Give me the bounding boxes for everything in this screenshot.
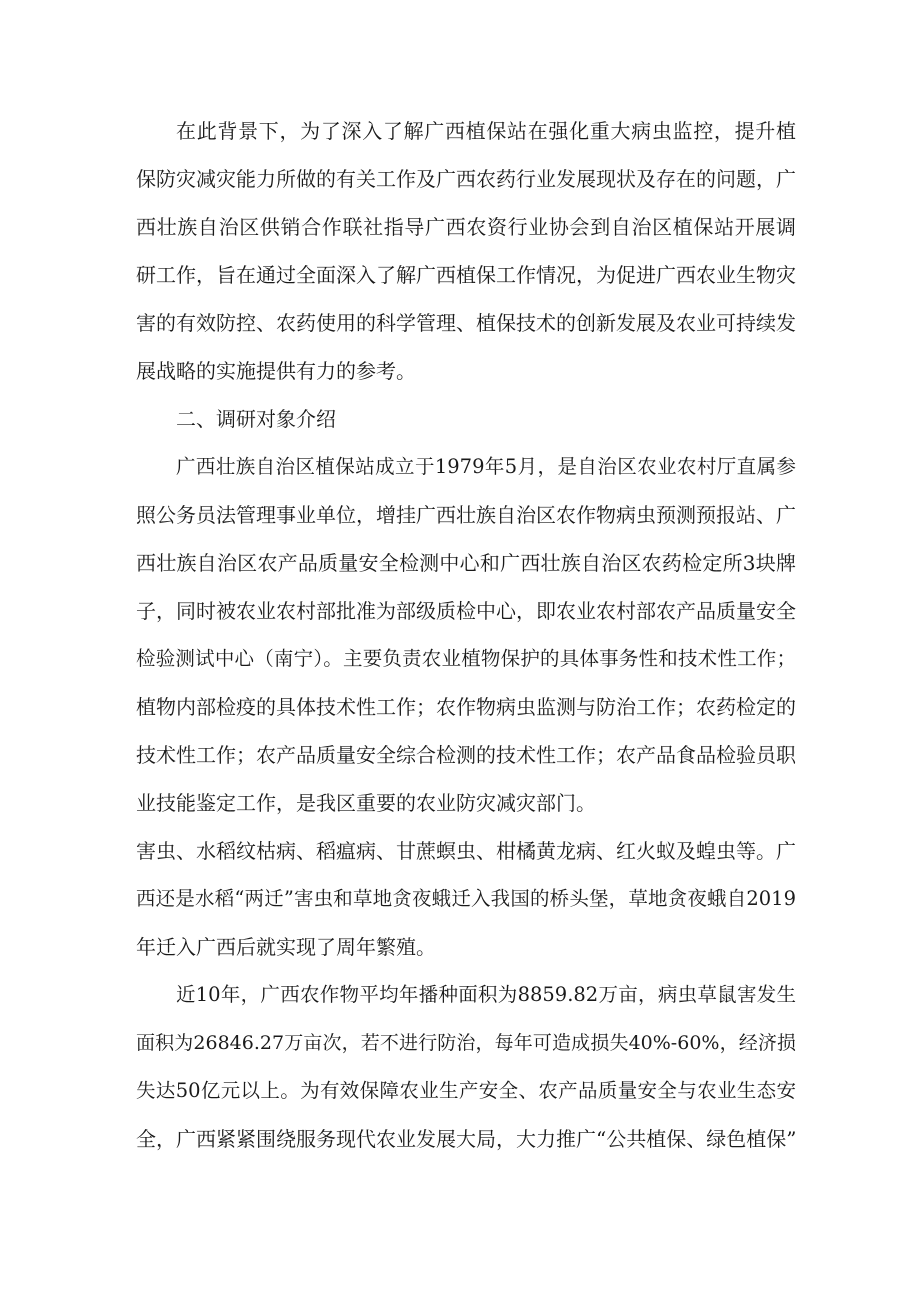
- paragraph-1-line-4: 研工作，旨在通过全面深入了解广西植保工作情况，为促进广西农业生物灾: [136, 263, 796, 287]
- paragraph-3-line-2: 西还是水稻“两迁”害虫和草地贪夜蛾迁入我国的桥头堡，草地贪夜蛾自2019: [136, 887, 796, 910]
- paragraph-4-line-4: 全，广西紧紧围绕服务现代农业发展大局，大力推广“公共植保、绿色植保”: [136, 1127, 797, 1151]
- paragraph-4-line-1: 近10年，广西农作物平均年播种面积为8859.82万亩，病虫草鼠害发生: [176, 983, 796, 1006]
- paragraph-2-line-2: 照公务员法管理事业单位，增挂广西壮族自治区农作物病虫预测预报站、广: [136, 503, 796, 527]
- paragraph-4-line-3: 失达50亿元以上。为有效保障农业生产安全、农产品质量安全与农业生态安: [136, 1079, 796, 1102]
- paragraph-1-line-5: 害的有效防控、农药使用的科学管理、植保技术的创新发展及农业可持续发: [136, 311, 796, 335]
- paragraph-2-line-6: 植物内部检疫的具体技术性工作；农作物病虫监测与防治工作；农药检定的: [136, 695, 796, 719]
- paragraph-1-line-3: 西壮族自治区供销合作联社指导广西农资行业协会到自治区植保站开展调: [136, 215, 796, 239]
- paragraph-2-line-8: 业技能鉴定工作，是我区重要的农业防灾减灾部门。: [136, 791, 596, 815]
- paragraph-2-line-5: 检验测试中心（南宁）。主要负责农业植物保护的具体事务性和技术性工作；: [136, 647, 796, 670]
- paragraph-4-line-2: 面积为26846.27万亩次，若不进行防治，每年可造成损失40%-60%，经济损: [136, 1032, 796, 1054]
- paragraph-1-line-1: 在此背景下，为了深入了解广西植保站在强化重大病虫监控，提升植: [176, 119, 796, 143]
- paragraph-3-line-1: 害虫、水稻纹枯病、稻瘟病、甘蔗螟虫、柑橘黄龙病、红火蚁及蝗虫等。广: [136, 839, 796, 863]
- paragraph-2-line-4: 子，同时被农业农村部批准为部级质检中心，即农业农村部农产品质量安全: [136, 599, 796, 623]
- paragraph-3-line-3: 年迁入广西后就实现了周年繁殖。: [136, 935, 436, 959]
- paragraph-2-line-3: 西壮族自治区农产品质量安全检测中心和广西壮族自治区农药检定所3块牌: [136, 551, 796, 575]
- section-heading: 二、调研对象介绍: [176, 407, 336, 431]
- paragraph-2-line-1: 广西壮族自治区植保站成立于1979年5月，是自治区农业农村厅直属参: [176, 455, 796, 478]
- paragraph-1-line-6: 展战略的实施提供有力的参考。: [136, 359, 416, 383]
- paragraph-2-line-7: 技术性工作；农产品质量安全综合检测的技术性工作；农产品食品检验员职: [136, 743, 796, 767]
- paragraph-1-line-2: 保防灾减灾能力所做的有关工作及广西农药行业发展现状及存在的问题，广: [136, 167, 796, 191]
